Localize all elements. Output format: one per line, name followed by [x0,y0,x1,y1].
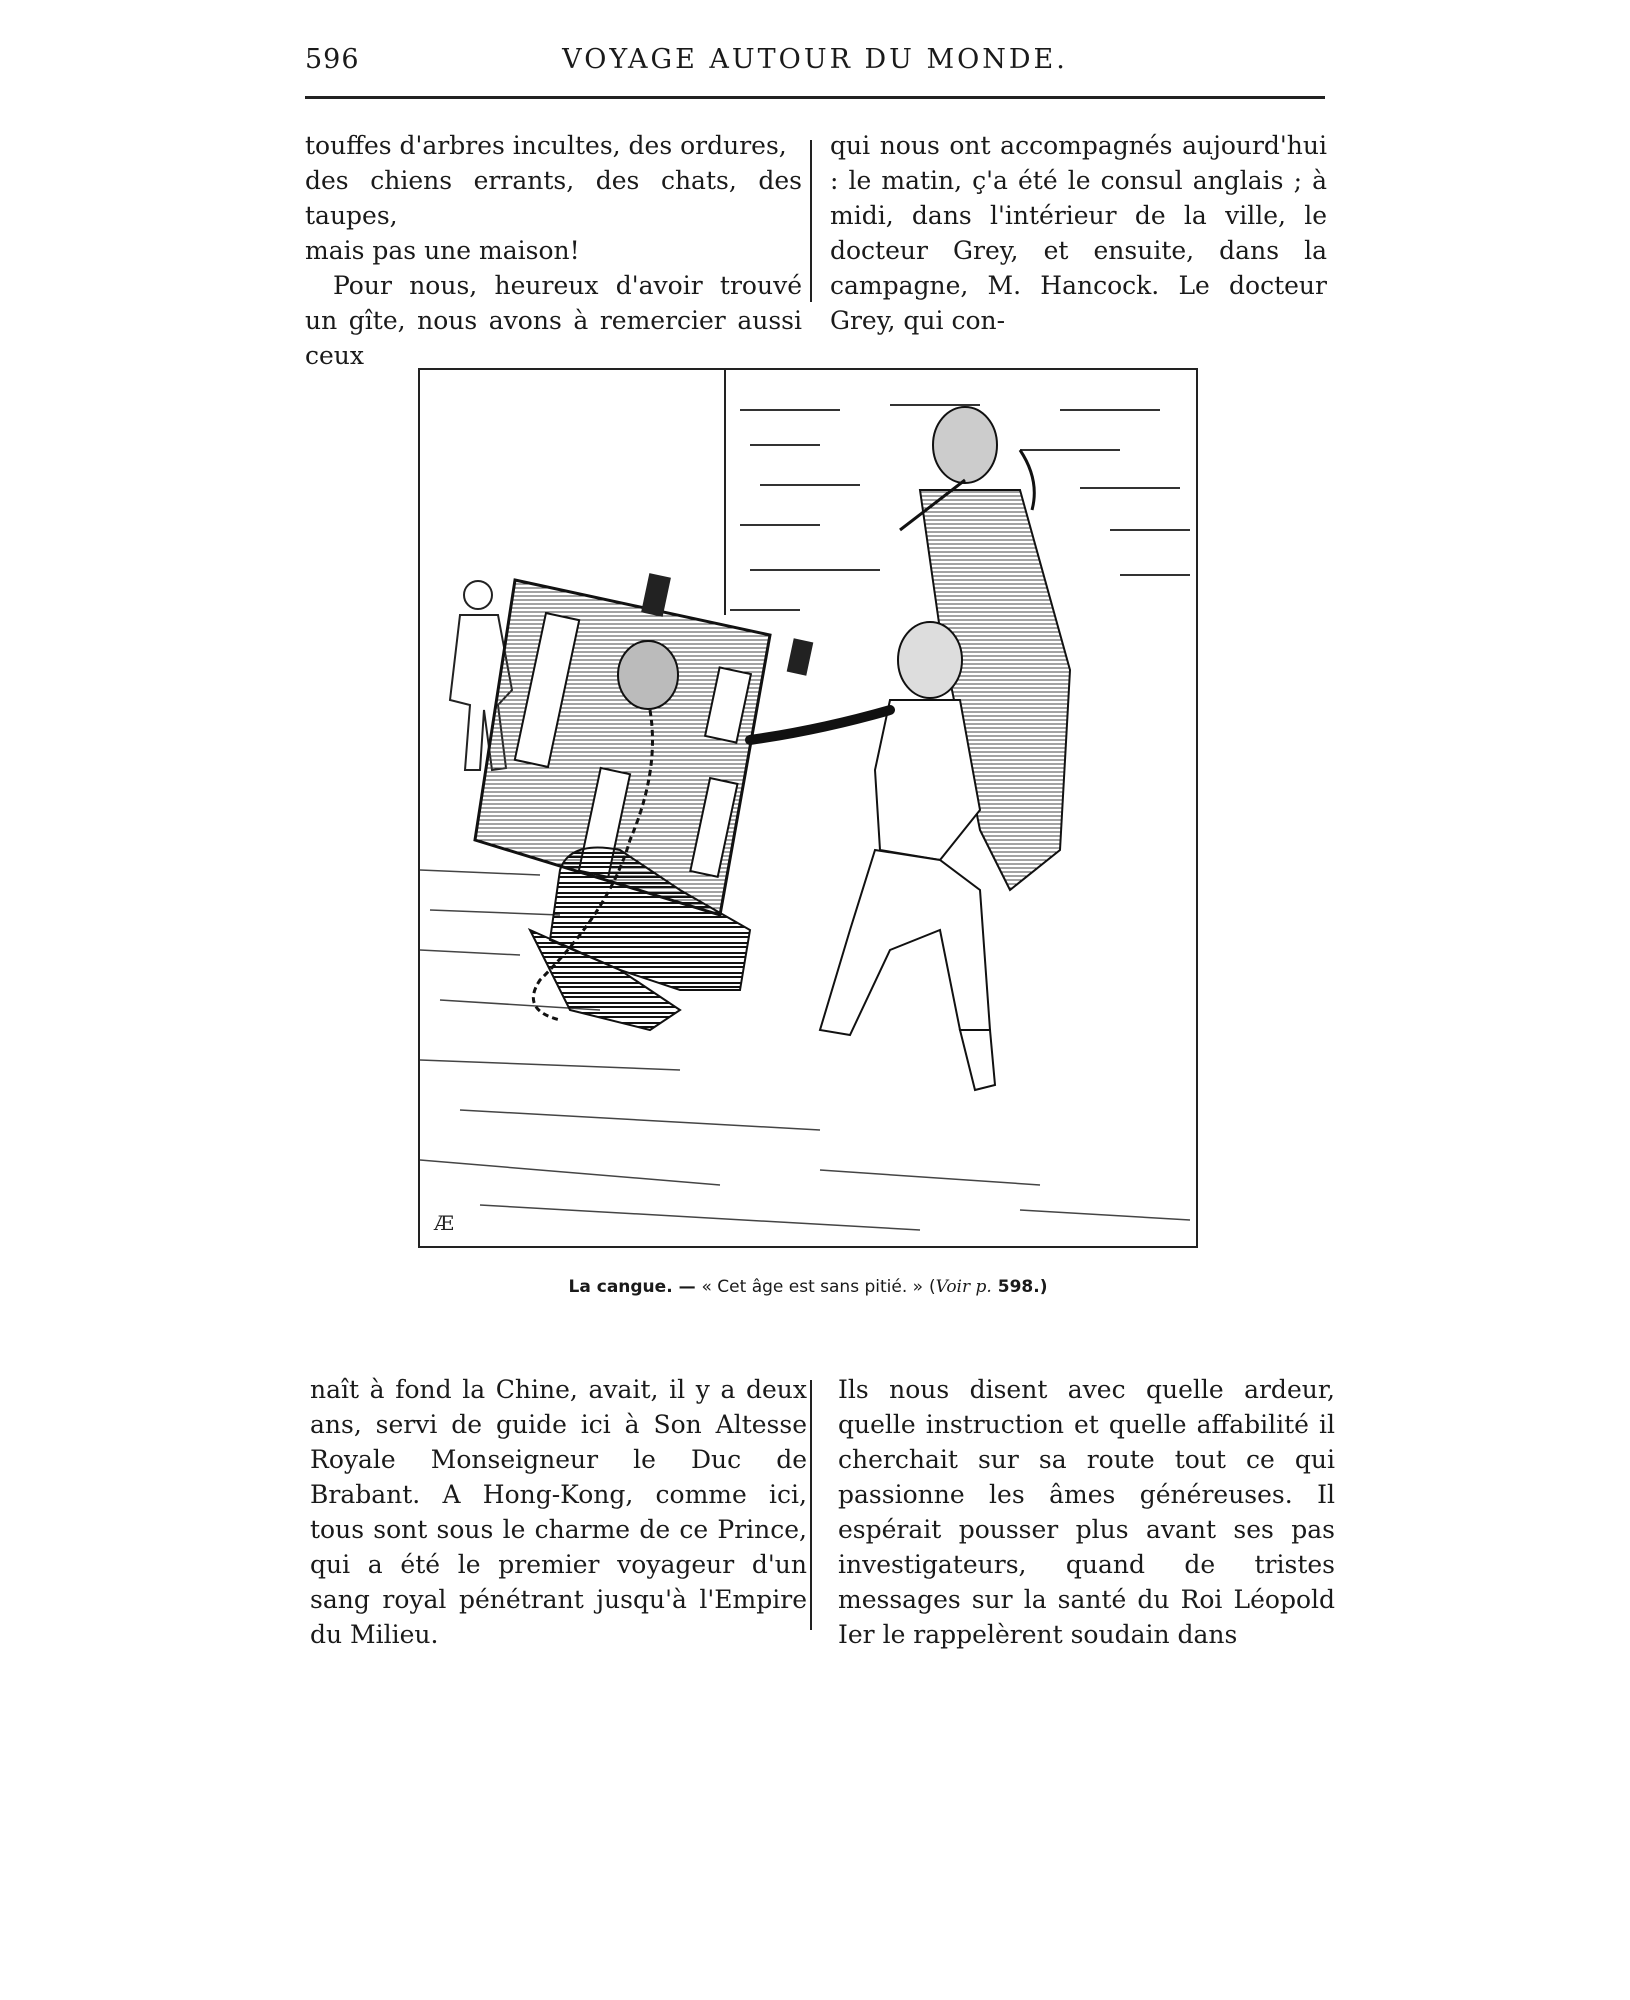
text-line: touffes d'arbres incultes, des ordures, [305,131,787,160]
running-title: VOYAGE AUTOUR DU MONDE. [562,44,1068,75]
text-line: mais pas une maison! [305,236,580,265]
page-number: 596 [305,44,360,75]
column-rule [810,1380,812,1630]
bottom-right-column [838,1372,1335,1652]
ground [420,870,1190,1230]
caption-title: La cangue. — [568,1277,696,1297]
top-left-column [305,128,802,373]
bottom-left-column [310,1372,807,1652]
top-right-column [830,128,1327,338]
figure-caption [418,1277,1198,1297]
header-rule [305,96,1325,99]
engraving-illustration [418,368,1198,1248]
caption-ref-voir: Voir p. [935,1277,992,1297]
cangue-board [475,573,813,915]
paragraph: qui nous ont accompagnés aujourd'hui : le matin, ç'a été le consul anglais ; à midi, dans l'intérieur de la ville, le docteur Grey, et ensuite, dans la campagne, M. Hancock. Le docteur Grey, qui con- [830,131,1327,335]
paragraph: Ils nous disent avec quelle ardeur, quelle instruction et quelle affabilité il cherchait sur sa route tout ce qui passionne les âmes généreuses. Il espérait pousser plus avant ses pas investigateurs, quand de tristes messages sur la santé du Roi Léopold Ier le rappelèrent soudain dans [838,1375,1335,1649]
page-header [305,44,1325,84]
column-rule [810,140,812,302]
engraver-monogram: Æ [434,1211,455,1235]
caption-ref-open: ( [928,1277,936,1297]
cangue-engraving [420,370,1196,1246]
caption-ref-page: 598.) [997,1277,1048,1297]
caption-quote: « Cet âge est sans pitié. » [701,1277,924,1297]
text-line: des chiens errants, des chats, des taupes, [305,166,802,230]
paragraph: Pour nous, heureux d'avoir trouvé un gîte, nous avons à remercier aussi ceux [305,271,802,370]
paragraph: naît à fond la Chine, avait, il y a deux ans, servi de guide ici à Son Altesse Royale Monseigneur le Duc de Brabant. A Hong-Kong, comme ici, tous sont sous le charme de ce Prince, qui a été le premier voyageur d'un sang royal pénétrant jusqu'à l'Empire du Milieu. [310,1375,807,1649]
